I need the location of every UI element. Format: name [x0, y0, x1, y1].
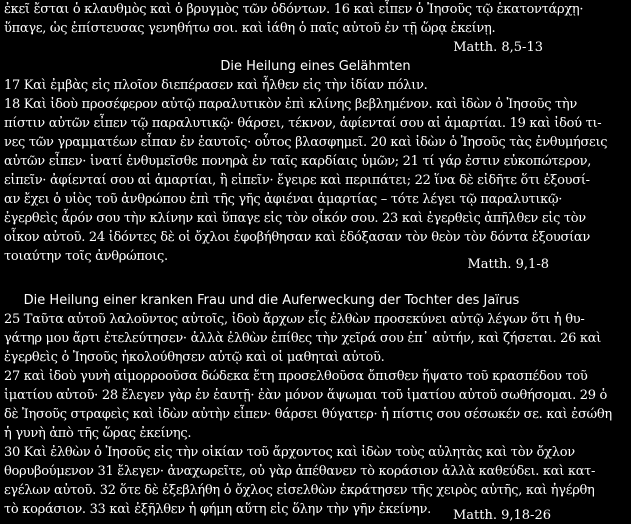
text-line: 17 Καὶ ἐμβὰς εἰς πλοῖον διεπέρασεν καὶ ἦλθεν εἰς τὴν ἰδίαν πόλιν.: [4, 78, 428, 93]
text-line: 25 Ταῦτα αὐτοῦ λαλοῦντος αὐτοῖς, ἰδοὺ ἄρχων εἷς ἐλθὼν προσεκύνει αὐτῷ λέγων ὅτι ἡ θυ-: [4, 312, 585, 327]
text-line: τὸ κοράσιον. 33 καὶ ἐξῆλθεν ἡ φήμη αὕτη εἰς ὅλην τὴν γῆν ἐκείνην.: [4, 502, 431, 517]
text-line: δὲ Ἰησοῦς στραφεὶς καὶ ἰδὼν αὐτὴν εἶπεν· θάρσει θύγατερ· ἡ πίστις σου σέσωκέν σε. καὶ ἐσώθη: [4, 407, 612, 422]
text-line: ἐκεῖ ἔσται ὁ κλαυθμὸς καὶ ὁ βρυγμὸς τῶν ὀδόντων. 16 καὶ εἶπεν ὁ Ἰησοῦς τῷ ἑκατοντάρχῃ·: [4, 2, 584, 17]
text-line: ὕπαγε, ὡς ἐπίστευσας γενηθήτω σοι. καὶ ἰάθη ὁ παῖς αὐτοῦ ἐν τῇ ὥρᾳ ἐκείνῃ.: [4, 21, 496, 36]
scripture-reference: Matth. 8,5-13: [453, 40, 543, 55]
text-line: εγέλων αὐτοῦ. 32 ὅτε δὲ ἐξεβλήθη ὁ ὄχλος εἰσελθὼν ἐκράτησεν τῆς χειρὸς αὐτῆς, καὶ ἠγέρθη: [4, 483, 595, 498]
text-line: θορυβούμενον 31 ἔλεγεν· ἀναχωρεῖτε, οὐ γὰρ ἀπέθανεν τὸ κοράσιον ἀλλὰ καθεύδει. καὶ κατ-: [4, 464, 596, 479]
section-heading: Die Heilung eines Gelähmten: [220, 59, 411, 74]
text-line: τοιαύτην τοῖς ἀνθρώποις.: [4, 249, 168, 264]
text-line: ἱματίου αὐτοῦ· 28 ἔλεγεν γὰρ ἐν ἑαυτῇ· ἐὰν μόνον ἅψωμαι τοῦ ἱματίου αὐτοῦ σωθήσομαι. 29 ὁ: [4, 388, 608, 403]
text-line: ἐγερθεὶς ἆρόν σου τὴν κλίνην καὶ ὕπαγε εἰς τὸν οἶκόν σου. 23 καὶ ἐγερθεὶς ἀπῆλθεν εἰς τὸν: [4, 211, 586, 226]
text-line: ἡ γυνὴ ἀπὸ τῆς ὥρας ἐκείνης.: [4, 426, 192, 441]
text-line: οἶκον αὐτοῦ. 24 ἰδόντες δὲ οἱ ὄχλοι ἐφοβήθησαν καὶ ἐδόξασαν τὸν θεὸν τὸν δόντα ἐξουσίαν: [4, 230, 590, 245]
text-line: αὐτῶν εἶπεν· ἱνατί ἐνθυμεῖσθε πονηρὰ ἐν ταῖς καρδίαις ὑμῶν; 21 τί γάρ ἐστιν εὐκοπώτερον,: [4, 154, 592, 169]
scripture-reference: Matth. 9,18-26: [452, 508, 551, 523]
text-line: αν ἔχει ὁ υἱὸς τοῦ ἀνθρώπου ἐπὶ τῆς γῆς ἀφιέναι ἁμαρτίας – τότε λέγει τῷ παραλυτικῷ·: [4, 192, 563, 207]
text-line: ἐγερθεὶς ὁ Ἰησοῦς ἠκολούθησεν αὐτῷ καὶ οἱ μαθηταὶ αὐτοῦ.: [4, 350, 385, 365]
text-line: εἰπεῖν· ἀφίενταί σου αἱ ἁμαρτίαι, ἢ εἰπεῖν· ἔγειρε καὶ περιπάτει; 22 ἵνα δὲ εἰδῆτε ὅτι ἐξουσί-: [4, 173, 590, 188]
text-line: 30 Καὶ ἐλθὼν ὁ Ἰησοῦς εἰς τὴν οἰκίαν τοῦ ἄρχοντος καὶ ἰδὼν τοὺς αὐλητὰς καὶ τὸν ὄχλον: [4, 445, 575, 460]
text-line: νες τῶν γραμματέων εἶπαν ἐν ἑαυτοῖς· οὗτος βλασφημεῖ. 20 καὶ ἰδὼν ὁ Ἰησοῦς τὰς ἐνθυμήσεις: [4, 135, 608, 150]
text-line: πίστιν αὐτῶν εἶπεν τῷ παραλυτικῷ· θάρσει, τέκνον, ἀφίενταί σου αἱ ἁμαρτίαι. 19 καὶ ἰδού τι-: [4, 116, 602, 131]
scripture-reference: Matth. 9,1-8: [467, 257, 549, 272]
text-line: 18 Καὶ ἰδοὺ προσέφερον αὐτῷ παραλυτικὸν ἐπὶ κλίνης βεβλημένον. καὶ ἰδὼν ὁ Ἰησοῦς τὴν: [4, 97, 578, 112]
section-heading: Die Heilung einer kranken Frau und die Auferweckung der Tochter des Jaïrus: [23, 293, 520, 308]
text-line: 27 καὶ ἰδοὺ γυνὴ αἱμορροοῦσα δώδεκα ἔτη προσελθοῦσα ὄπισθεν ἥψατο τοῦ κρασπέδου τοῦ: [4, 369, 588, 384]
text-line: γάτηρ μου ἄρτι ἐτελεύτησεν· ἀλλὰ ἐλθὼν ἐπίθες τὴν χεῖρά σου ἐπ᾽ αὐτήν, καὶ ζήσεται. 26 καὶ: [4, 331, 602, 346]
